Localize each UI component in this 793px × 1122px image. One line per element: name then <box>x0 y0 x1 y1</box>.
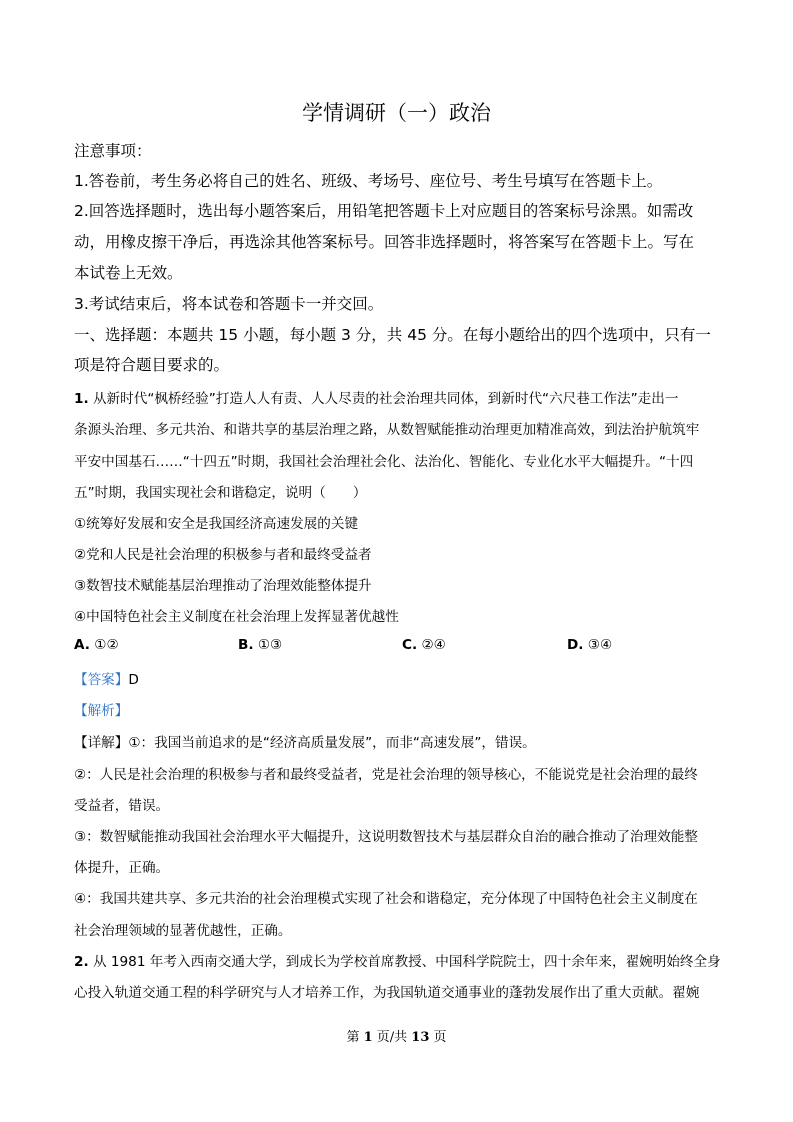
detail-2-line-1: ②：人民是社会治理的积极参与者和最终受益者，党是社会治理的领导核心，不能说党是社会治理的最终 <box>74 767 698 783</box>
option-c-label: C. <box>402 637 418 653</box>
detail-4-line-2: 社会治理领域的显著优越性，正确。 <box>74 923 292 939</box>
option-d <box>567 637 612 653</box>
option-a-label: A. <box>74 637 90 653</box>
detail-2-line-2: 受益者，错误。 <box>74 798 170 814</box>
notice-heading: 注意事项： <box>74 142 152 160</box>
option-a-text: ①② <box>94 637 119 653</box>
option-b-label: B. <box>238 637 254 653</box>
question-1-statement-3: ③数智技术赋能基层治理推动了治理效能整体提升 <box>74 578 372 594</box>
analysis-line <box>74 699 128 719</box>
notice-item-1: 1.答卷前，考生务必将自己的姓名、班级、考场号、座位号、考生号填写在答题卡上。 <box>74 172 663 190</box>
notice-item-2-line-3: 本试卷上无效。 <box>74 264 183 282</box>
option-d-label: D. <box>567 637 584 653</box>
section-heading-line-1: 一、选择题：本题共 15 小题，每小题 3 分，共 45 分。在每小题给出的四个选项中，只有一 <box>74 326 711 344</box>
page-title: 学情调研（一）政治 <box>302 101 491 125</box>
question-1-statement-4: ④中国特色社会主义制度在社会治理上发挥显著优越性 <box>74 609 399 625</box>
footer-page-number: 1 <box>363 1030 373 1045</box>
notice-item-2-line-2: 动，用橡皮擦干净后，再选涂其他答案标号。回答非选择题时，将答案写在答题卡上。写在 <box>74 233 695 251</box>
detail-3-line-1: ③：数智赋能推动我国社会治理水平大幅提升，这说明数智技术与基层群众自治的融合推动了治理效能整 <box>74 829 698 845</box>
detail-line-1 <box>74 731 536 751</box>
page-footer <box>0 1026 793 1045</box>
option-c <box>402 637 446 653</box>
question-1-stem-text: 从新时代“枫桥经验”打造人人有责、人人尽责的社会治理共同体，到新时代“六尺巷工作法”走出一 <box>92 391 679 407</box>
answer-line <box>74 668 139 688</box>
footer-suffix: 页 <box>429 1030 447 1045</box>
footer-prefix: 第 <box>346 1030 364 1045</box>
notice-item-3: 3.考试结束后，将本试卷和答题卡一并交回。 <box>74 295 384 313</box>
question-1-stem-line-3: 平安中国基石……“十四五”时期，我国社会治理社会化、法治化、智能化、专业化水平大幅提升。“十四 <box>74 454 694 470</box>
question-1-number: 1. <box>74 391 89 407</box>
question-1-stem-line-2: 条源头治理、多元共治、和谐共享的基层治理之路，从数智赋能推动治理更加精准高效，到法治护航筑牢 <box>74 422 700 438</box>
footer-middle: 页/共 <box>372 1030 412 1045</box>
question-1-statement-1: ①统筹好发展和安全是我国经济高速发展的关键 <box>74 516 359 532</box>
question-1-statement-2: ②党和人民是社会治理的积极参与者和最终受益者 <box>74 547 372 563</box>
question-1-stem-line-4: 五”时期，我国实现社会和谐稳定，说明（ ） <box>74 485 367 501</box>
question-2-stem-line-2: 心投入轨道交通工程的科学研究与人才培养工作，为我国轨道交通事业的蓬勃发展作出了重大贡献。翟婉 <box>74 985 700 1001</box>
question-1-stem-line-1 <box>74 387 678 407</box>
question-2-stem-line-1 <box>74 950 721 970</box>
question-2-stem-text: 从 1981 年考入西南交通大学，到成长为学校首席教授、中国科学院院士，四十余年来，翟婉明始终全身 <box>92 954 721 970</box>
detail-tag: 【详解】 <box>74 735 129 751</box>
option-b-text: ①③ <box>257 637 283 653</box>
detail-1-text: ①：我国当前追求的是“经济高质量发展”，而非“高速发展”，错误。 <box>128 735 536 751</box>
option-d-text: ③④ <box>587 637 613 653</box>
answer-value: D <box>128 672 139 688</box>
option-a <box>74 637 119 653</box>
section-heading-line-2: 项是符合题目要求的。 <box>74 356 230 374</box>
option-c-text: ②④ <box>421 637 446 653</box>
option-b <box>238 637 282 653</box>
detail-4-line-1: ④：我国共建共享、多元共治的社会治理模式实现了社会和谐稳定，充分体现了中国特色社会主义制度在 <box>74 891 698 907</box>
detail-3-line-2: 体提升，正确。 <box>74 860 170 876</box>
footer-total-pages: 13 <box>411 1030 430 1045</box>
notice-item-2-line-1: 2.回答选择题时，选出每小题答案后，用铅笔把答题卡上对应题目的答案标号涂黑。如需改 <box>74 202 694 220</box>
answer-tag: 【答案】 <box>74 672 129 688</box>
analysis-tag: 【解析】 <box>74 703 129 719</box>
question-2-number: 2. <box>74 954 89 970</box>
